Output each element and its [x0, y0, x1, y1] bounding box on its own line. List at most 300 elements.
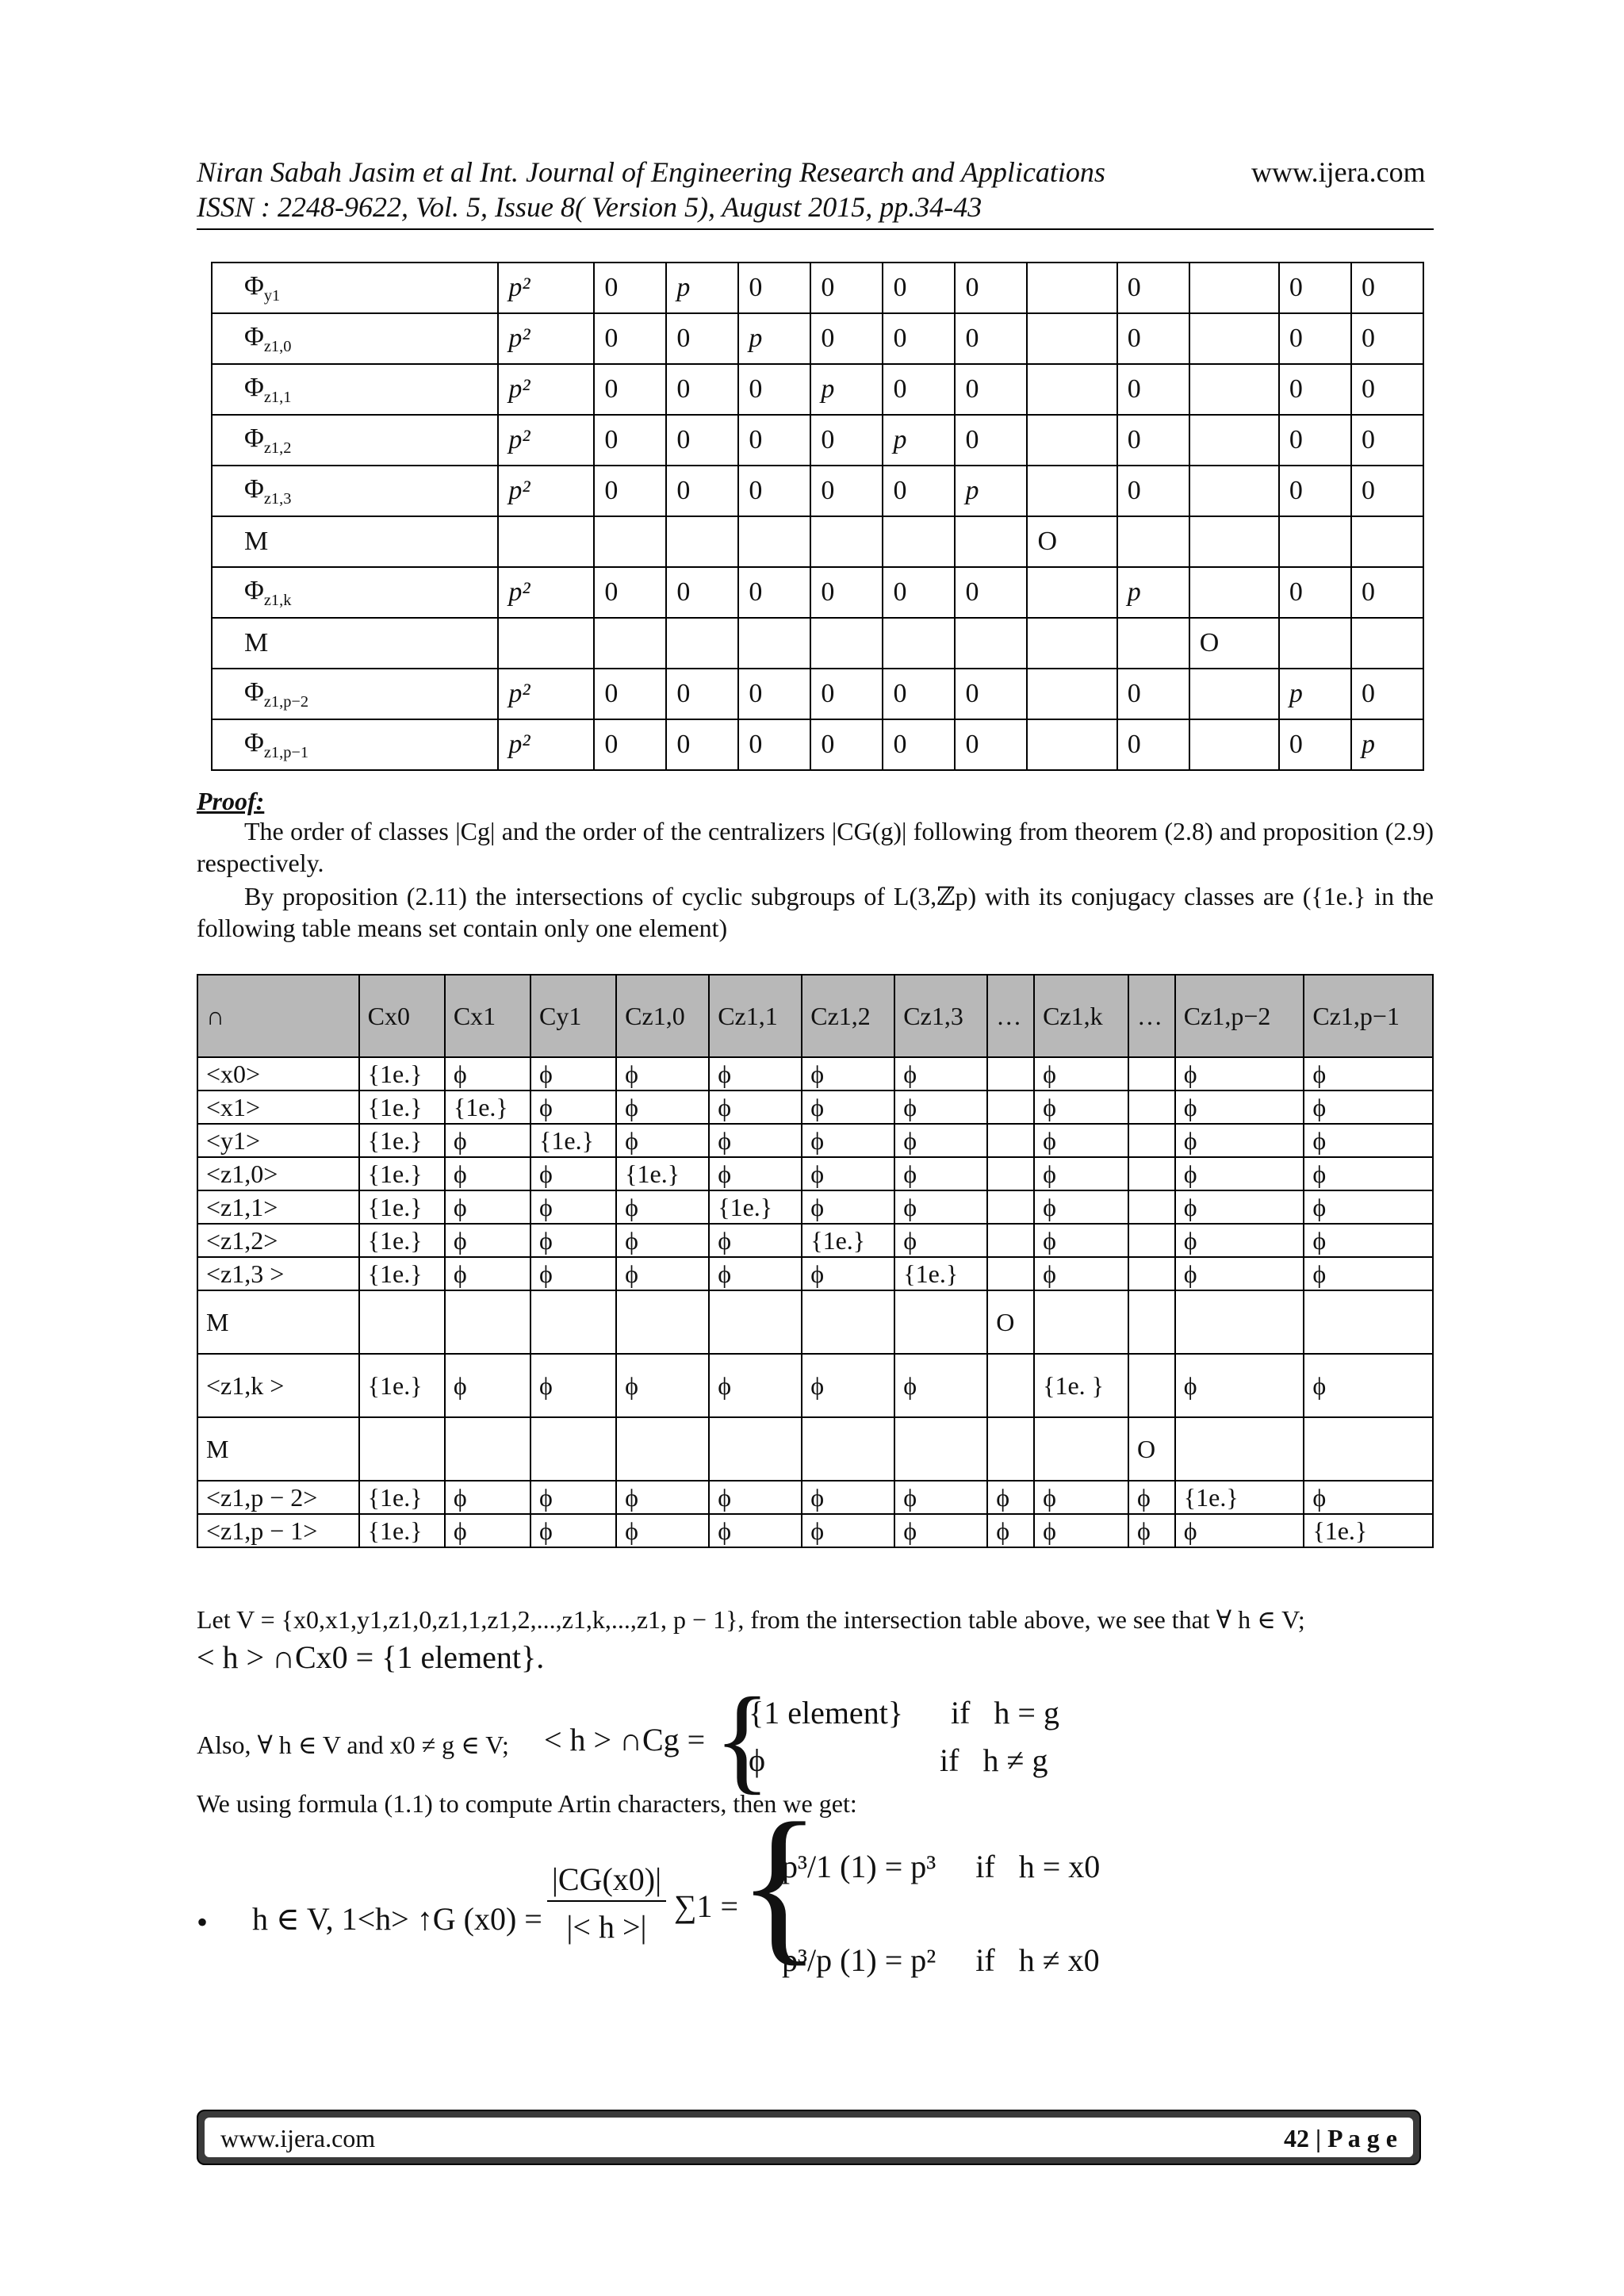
- intersection-cell: ϕ: [894, 1157, 987, 1190]
- intersection-cell: {1e.}: [359, 1257, 445, 1290]
- header-rule: [197, 228, 1434, 230]
- character-row-subscript: z1,k: [263, 591, 292, 609]
- character-cell: [1279, 516, 1351, 567]
- intersection-cell: [987, 1224, 1034, 1257]
- character-row-subscript: y1: [263, 286, 281, 305]
- intersection-cell: [359, 1290, 445, 1354]
- character-cell: 0: [883, 364, 955, 415]
- character-cell: [1027, 567, 1116, 618]
- equation-3-case-2: p³/p (1) = p² if h ≠ x0: [782, 1942, 1100, 1978]
- character-row: [212, 618, 1423, 669]
- character-cell: [1279, 618, 1351, 669]
- character-cell: [1027, 313, 1116, 364]
- intersection-cell: [616, 1417, 709, 1481]
- character-cell: p: [955, 466, 1027, 516]
- character-cell: 0: [738, 466, 810, 516]
- character-cell: 0: [883, 263, 955, 313]
- character-cell: 0: [1279, 364, 1351, 415]
- character-cell: 0: [738, 364, 810, 415]
- character-cell: 0: [738, 415, 810, 466]
- intersection-cell: ϕ: [709, 1354, 802, 1417]
- intersection-row-label: <z1,3 >: [197, 1257, 359, 1290]
- intersection-cell: ϕ: [616, 1091, 709, 1124]
- character-cell: p²: [498, 669, 594, 719]
- intersection-cell: [894, 1417, 987, 1481]
- character-cell: 0: [1117, 313, 1189, 364]
- character-cell: 0: [955, 719, 1027, 770]
- intersection-cell: ϕ: [445, 1190, 530, 1224]
- character-cell: [955, 516, 1027, 567]
- intersection-cell: [1304, 1290, 1433, 1354]
- character-cell: 0: [955, 567, 1027, 618]
- character-cell: 0: [594, 466, 666, 516]
- intersection-cell: ϕ: [1034, 1481, 1128, 1514]
- character-cell: [1027, 415, 1116, 466]
- character-row: [212, 719, 1423, 770]
- character-cell: [1117, 618, 1189, 669]
- character-cell: p²: [498, 719, 594, 770]
- intersection-cell: [1175, 1417, 1304, 1481]
- intersection-cell: ϕ: [1304, 1091, 1433, 1124]
- character-cell: [1189, 466, 1279, 516]
- intersection-cell: ϕ: [1034, 1514, 1128, 1547]
- intersection-cell: ϕ: [616, 1224, 709, 1257]
- intersection-corner: ∩: [197, 975, 359, 1057]
- intersection-cell: ϕ: [709, 1124, 802, 1157]
- character-cell: 0: [594, 313, 666, 364]
- equation-2-brace: {: [714, 1673, 771, 1805]
- page-footer: [197, 2110, 1421, 2165]
- character-row: [212, 669, 1423, 719]
- intersection-cell: ϕ: [530, 1481, 616, 1514]
- intersection-column-header: Cz1,0: [616, 975, 709, 1057]
- intersection-cell: [1128, 1290, 1175, 1354]
- intersection-cell: ϕ: [802, 1354, 894, 1417]
- intersection-cell: {1e.}: [359, 1157, 445, 1190]
- intersection-header-row: [197, 975, 1433, 1057]
- intersection-cell: {1e.}: [359, 1091, 445, 1124]
- character-cell: 0: [883, 313, 955, 364]
- character-cell: 0: [883, 669, 955, 719]
- intersection-cell: {1e.}: [1304, 1514, 1433, 1547]
- character-row-label: $\Phi_{z1,3}$: [212, 466, 498, 516]
- journal-url[interactable]: www.ijera.com: [1251, 156, 1426, 188]
- intersection-cell: [987, 1417, 1034, 1481]
- intersection-cell: {1e.}: [530, 1124, 616, 1157]
- intersection-cell: [530, 1290, 616, 1354]
- character-row-label: $\Phi_{y1}$: [212, 263, 498, 313]
- intersection-cell: [1128, 1124, 1175, 1157]
- intersection-cell: [987, 1257, 1034, 1290]
- character-row: [212, 263, 1423, 313]
- intersection-row: [197, 1124, 1433, 1157]
- character-cell: 0: [1117, 364, 1189, 415]
- intersection-row-label: <x0>: [197, 1057, 359, 1091]
- character-row-subscript: z1,p−2: [263, 692, 309, 711]
- character-cell: [1189, 669, 1279, 719]
- character-row-label: $\Phi_{z1,p-1}$: [212, 719, 498, 770]
- intersection-cell: ϕ: [445, 1057, 530, 1091]
- character-cell: 0: [1279, 466, 1351, 516]
- using-formula-statement: We using formula (1.1) to compute Artin characters, then we get:: [197, 1789, 857, 1818]
- character-cell: p²: [498, 567, 594, 618]
- character-cell: [810, 618, 883, 669]
- character-cell: p²: [498, 313, 594, 364]
- intersection-cell: [709, 1290, 802, 1354]
- intersection-cell: ϕ: [1175, 1514, 1304, 1547]
- intersection-cell: ϕ: [709, 1091, 802, 1124]
- intersection-row: [197, 1481, 1433, 1514]
- character-cell: 0: [955, 364, 1027, 415]
- intersection-cell: ϕ: [1304, 1124, 1433, 1157]
- intersection-cell: {1e.}: [894, 1257, 987, 1290]
- intersection-cell: ϕ: [530, 1514, 616, 1547]
- intersection-cell: [1128, 1157, 1175, 1190]
- intersection-cell: ϕ: [616, 1257, 709, 1290]
- character-cell: p: [666, 263, 738, 313]
- character-cell: [1027, 263, 1116, 313]
- character-cell: p²: [498, 415, 594, 466]
- character-cell: 0: [1279, 567, 1351, 618]
- intersection-cell: ϕ: [1304, 1481, 1433, 1514]
- intersection-cell: ϕ: [987, 1481, 1034, 1514]
- equation-3-numerator: |CG(x0)|: [551, 1861, 662, 1897]
- character-cell: 0: [1117, 466, 1189, 516]
- equation-3-lhs: h ∈ V, 1<h> ↑G (x0) =: [252, 1901, 542, 1937]
- character-cell: [666, 618, 738, 669]
- intersection-cell: ϕ: [709, 1057, 802, 1091]
- character-cell: p: [1279, 669, 1351, 719]
- intersection-cell: ϕ: [530, 1157, 616, 1190]
- intersection-row: [197, 1290, 1433, 1354]
- intersection-row-label: <z1,0>: [197, 1157, 359, 1190]
- character-cell: 0: [810, 719, 883, 770]
- character-cell: [666, 516, 738, 567]
- intersection-cell: ϕ: [894, 1190, 987, 1224]
- intersection-row: [197, 1057, 1433, 1091]
- journal-issn: ISSN : 2248-9622, Vol. 5, Issue 8( Version 5), August 2015, pp.34-43: [197, 191, 982, 223]
- character-cell: [1027, 618, 1116, 669]
- character-cell: 0: [666, 669, 738, 719]
- character-cell: 0: [1279, 719, 1351, 770]
- character-row: [212, 313, 1423, 364]
- intersection-cell: ϕ: [1175, 1091, 1304, 1124]
- character-cell: [1117, 516, 1189, 567]
- intersection-cell: ϕ: [1034, 1091, 1128, 1124]
- intersection-cell: ϕ: [802, 1157, 894, 1190]
- intersection-cell: ϕ: [530, 1190, 616, 1224]
- character-cell: [1027, 669, 1116, 719]
- character-cell: 0: [810, 567, 883, 618]
- character-cell: [1189, 263, 1279, 313]
- intersection-cell: [894, 1290, 987, 1354]
- character-cell: p²: [498, 466, 594, 516]
- character-cell: [1189, 567, 1279, 618]
- character-cell: [883, 516, 955, 567]
- character-cell: 0: [594, 567, 666, 618]
- intersection-cell: ϕ: [1175, 1224, 1304, 1257]
- intersection-cell: [1128, 1354, 1175, 1417]
- character-cell: 0: [666, 719, 738, 770]
- intersection-cell: ϕ: [1128, 1481, 1175, 1514]
- character-cell: 0: [666, 466, 738, 516]
- intersection-cell: ϕ: [445, 1354, 530, 1417]
- intersection-row-label: <z1,1>: [197, 1190, 359, 1224]
- intersection-cell: ϕ: [616, 1190, 709, 1224]
- character-cell: [1351, 618, 1423, 669]
- character-cell: [1189, 415, 1279, 466]
- character-cell: [1189, 516, 1279, 567]
- intersection-cell: [445, 1290, 530, 1354]
- bullet: •: [197, 1904, 209, 1940]
- intersection-row: [197, 1091, 1433, 1124]
- intersection-cell: ϕ: [802, 1257, 894, 1290]
- intersection-cell: [1128, 1091, 1175, 1124]
- character-row-label: M: [212, 516, 498, 567]
- page-number: 42 | P a g e: [1283, 2124, 1397, 2152]
- intersection-row: [197, 1190, 1433, 1224]
- intersection-cell: ϕ: [616, 1481, 709, 1514]
- intersection-cell: {1e. }: [1034, 1354, 1128, 1417]
- character-table: [211, 262, 1424, 771]
- character-cell: 0: [883, 719, 955, 770]
- intersection-cell: ϕ: [894, 1514, 987, 1547]
- intersection-cell: ϕ: [709, 1514, 802, 1547]
- character-cell: [498, 516, 594, 567]
- character-row-subscript: z1,0: [263, 337, 292, 355]
- character-cell: 0: [810, 263, 883, 313]
- intersection-row: [197, 1157, 1433, 1190]
- character-row-label: $\Phi_{z1,0}$: [212, 313, 498, 364]
- intersection-cell: {1e.}: [359, 1481, 445, 1514]
- fraction-bar: [547, 1900, 666, 1902]
- intersection-cell: [530, 1417, 616, 1481]
- intersection-cell: ϕ: [1034, 1224, 1128, 1257]
- character-row-label: $\Phi_{z1,2}$: [212, 415, 498, 466]
- character-cell: 0: [738, 669, 810, 719]
- character-cell: 0: [594, 719, 666, 770]
- equation-3-denominator: |< h >|: [566, 1909, 647, 1945]
- intersection-row-label: <z1,k >: [197, 1354, 359, 1417]
- intersection-row-label: <y1>: [197, 1124, 359, 1157]
- intersection-cell: {1e.}: [359, 1057, 445, 1091]
- character-cell: p: [883, 415, 955, 466]
- intersection-cell: ϕ: [1175, 1190, 1304, 1224]
- intersection-cell: ϕ: [530, 1354, 616, 1417]
- character-cell: [1189, 719, 1279, 770]
- intersection-row: [197, 1257, 1433, 1290]
- intersection-cell: ϕ: [616, 1057, 709, 1091]
- also-statement: Also, ∀ h ∈ V and x0 ≠ g ∈ V;: [197, 1731, 509, 1759]
- character-cell: 0: [1117, 719, 1189, 770]
- intersection-cell: [709, 1417, 802, 1481]
- character-row: [212, 364, 1423, 415]
- character-row: [212, 567, 1423, 618]
- character-cell: 0: [1279, 313, 1351, 364]
- character-cell: [1027, 719, 1116, 770]
- intersection-cell: ϕ: [1304, 1354, 1433, 1417]
- intersection-cell: {1e.}: [1175, 1481, 1304, 1514]
- character-cell: 0: [666, 567, 738, 618]
- intersection-cell: [987, 1091, 1034, 1124]
- intersection-cell: ϕ: [445, 1257, 530, 1290]
- intersection-cell: ϕ: [894, 1091, 987, 1124]
- character-row-subscript: z1,2: [263, 439, 292, 457]
- intersection-cell: ϕ: [530, 1224, 616, 1257]
- journal-title: Niran Sabah Jasim et al Int. Journal of Engineering Research and Applications: [197, 156, 1105, 188]
- intersection-cell: ϕ: [1034, 1257, 1128, 1290]
- intersection-cell: ϕ: [1304, 1057, 1433, 1091]
- character-cell: [1027, 466, 1116, 516]
- intersection-cell: ϕ: [802, 1190, 894, 1224]
- equation-3-case-1: p³/1 (1) = p³ if h = x0: [782, 1849, 1101, 1884]
- intersection-row-label: <z1,2>: [197, 1224, 359, 1257]
- intersection-row-label: <z1,p − 1>: [197, 1514, 359, 1547]
- character-cell: [594, 516, 666, 567]
- character-cell: 0: [666, 313, 738, 364]
- intersection-cell: ϕ: [1304, 1190, 1433, 1224]
- character-cell: 0: [1351, 466, 1423, 516]
- intersection-cell: {1e.}: [359, 1224, 445, 1257]
- intersection-cell: ϕ: [802, 1091, 894, 1124]
- intersection-cell: ϕ: [1304, 1224, 1433, 1257]
- character-cell: [1351, 516, 1423, 567]
- intersection-cell: ϕ: [709, 1224, 802, 1257]
- character-cell: p: [1351, 719, 1423, 770]
- intersection-row-label: <x1>: [197, 1091, 359, 1124]
- intersection-cell: [1034, 1290, 1128, 1354]
- character-cell: [498, 618, 594, 669]
- intersection-cell: ϕ: [709, 1257, 802, 1290]
- character-cell: p²: [498, 364, 594, 415]
- character-cell: p: [810, 364, 883, 415]
- character-cell: [738, 516, 810, 567]
- equation-3-brace: {: [737, 1787, 822, 1980]
- character-cell: O: [1027, 516, 1116, 567]
- intersection-cell: {1e.}: [709, 1190, 802, 1224]
- character-cell: [810, 516, 883, 567]
- intersection-cell: {1e.}: [802, 1224, 894, 1257]
- character-cell: [1189, 364, 1279, 415]
- intersection-cell: ϕ: [1175, 1057, 1304, 1091]
- intersection-cell: ϕ: [802, 1514, 894, 1547]
- intersection-cell: ϕ: [802, 1124, 894, 1157]
- intersection-cell: ϕ: [1304, 1257, 1433, 1290]
- intersection-cell: [359, 1417, 445, 1481]
- intersection-cell: [987, 1354, 1034, 1417]
- character-cell: [594, 618, 666, 669]
- equation-3-sum: ∑1 =: [674, 1888, 739, 1924]
- let-statement: Let V = {x0,x1,y1,z1,0,z1,1,z1,2,...,z1,k,...,z1, p − 1}, from the intersection table above, we see that ∀ h ∈ V;: [197, 1605, 1305, 1634]
- character-cell: 0: [810, 669, 883, 719]
- character-cell: 0: [883, 567, 955, 618]
- intersection-row: [197, 1354, 1433, 1417]
- footer-inner: [205, 2118, 1413, 2157]
- intersection-cell: {1e.}: [445, 1091, 530, 1124]
- intersection-cell: O: [1128, 1417, 1175, 1481]
- intersection-column-header: Cx0: [359, 975, 445, 1057]
- intersection-cell: ϕ: [1304, 1157, 1433, 1190]
- intersection-cell: ϕ: [802, 1057, 894, 1091]
- intersection-cell: ϕ: [1175, 1257, 1304, 1290]
- character-cell: [883, 618, 955, 669]
- character-row: [212, 516, 1423, 567]
- character-cell: 0: [738, 263, 810, 313]
- intersection-column-header: Cz1,k: [1034, 975, 1128, 1057]
- character-cell: O: [1189, 618, 1279, 669]
- character-cell: 0: [810, 466, 883, 516]
- intersection-cell: ϕ: [894, 1124, 987, 1157]
- intersection-column-header: Cz1,3: [894, 975, 987, 1057]
- character-row: [212, 466, 1423, 516]
- intersection-cell: [802, 1290, 894, 1354]
- intersection-cell: ϕ: [445, 1224, 530, 1257]
- intersection-column-header: Cz1,p−1: [1304, 975, 1433, 1057]
- character-cell: [738, 618, 810, 669]
- intersection-cell: ϕ: [802, 1481, 894, 1514]
- character-row-subscript: z1,1: [263, 388, 292, 406]
- intersection-cell: ϕ: [987, 1514, 1034, 1547]
- intersection-row: [197, 1224, 1433, 1257]
- character-row-subscript: z1,3: [263, 489, 292, 508]
- intersection-cell: ϕ: [530, 1057, 616, 1091]
- character-row-label: $\Phi_{z1,1}$: [212, 364, 498, 415]
- intersection-cell: [802, 1417, 894, 1481]
- character-cell: 0: [594, 263, 666, 313]
- intersection-cell: ϕ: [616, 1514, 709, 1547]
- intersection-cell: ϕ: [894, 1057, 987, 1091]
- footer-url[interactable]: www.ijera.com: [220, 2124, 376, 2152]
- intersection-cell: ϕ: [1034, 1157, 1128, 1190]
- intersection-cell: ϕ: [445, 1157, 530, 1190]
- character-cell: [1027, 364, 1116, 415]
- character-cell: 0: [1351, 567, 1423, 618]
- intersection-cell: ϕ: [1034, 1057, 1128, 1091]
- intersection-row: [197, 1514, 1433, 1547]
- intersection-cell: [1128, 1190, 1175, 1224]
- intersection-column-header: Cy1: [530, 975, 616, 1057]
- intersection-row-label: <z1,p − 2>: [197, 1481, 359, 1514]
- intersection-cell: [987, 1124, 1034, 1157]
- character-cell: 0: [1351, 669, 1423, 719]
- intersection-cell: ϕ: [1034, 1124, 1128, 1157]
- intersection-cell: [1034, 1417, 1128, 1481]
- character-cell: 0: [955, 415, 1027, 466]
- intersection-cell: {1e.}: [359, 1124, 445, 1157]
- intersection-cell: ϕ: [616, 1354, 709, 1417]
- intersection-column-header: Cz1,p−2: [1175, 975, 1304, 1057]
- intersection-cell: [1304, 1417, 1433, 1481]
- intersection-cell: [445, 1417, 530, 1481]
- intersection-cell: ϕ: [530, 1257, 616, 1290]
- intersection-column-header: …: [987, 975, 1034, 1057]
- intersection-cell: {1e.}: [616, 1157, 709, 1190]
- character-cell: p: [1117, 567, 1189, 618]
- character-cell: 0: [810, 415, 883, 466]
- character-cell: p: [738, 313, 810, 364]
- intersection-cell: [987, 1157, 1034, 1190]
- proof-paragraph-2: By proposition (2.11) the intersections of cyclic subgroups of L(3,ℤp) with its conjugacy classes are ({1e.} in the following table means set contain only one element): [197, 882, 1434, 942]
- character-cell: 0: [1117, 415, 1189, 466]
- proof-paragraph-1: The order of classes |Cg| and the order of the centralizers |CG(g)| following from theorem (2.8) and proposition (2.9) respectively.: [197, 817, 1434, 877]
- character-cell: 0: [1351, 415, 1423, 466]
- character-cell: 0: [738, 719, 810, 770]
- intersection-cell: [616, 1290, 709, 1354]
- equation-2-case-2: ϕ if h ≠ g: [749, 1742, 1048, 1778]
- character-row-subscript: z1,p−1: [263, 743, 309, 761]
- intersection-cell: ϕ: [1175, 1157, 1304, 1190]
- intersection-column-header: Cz1,1: [709, 975, 802, 1057]
